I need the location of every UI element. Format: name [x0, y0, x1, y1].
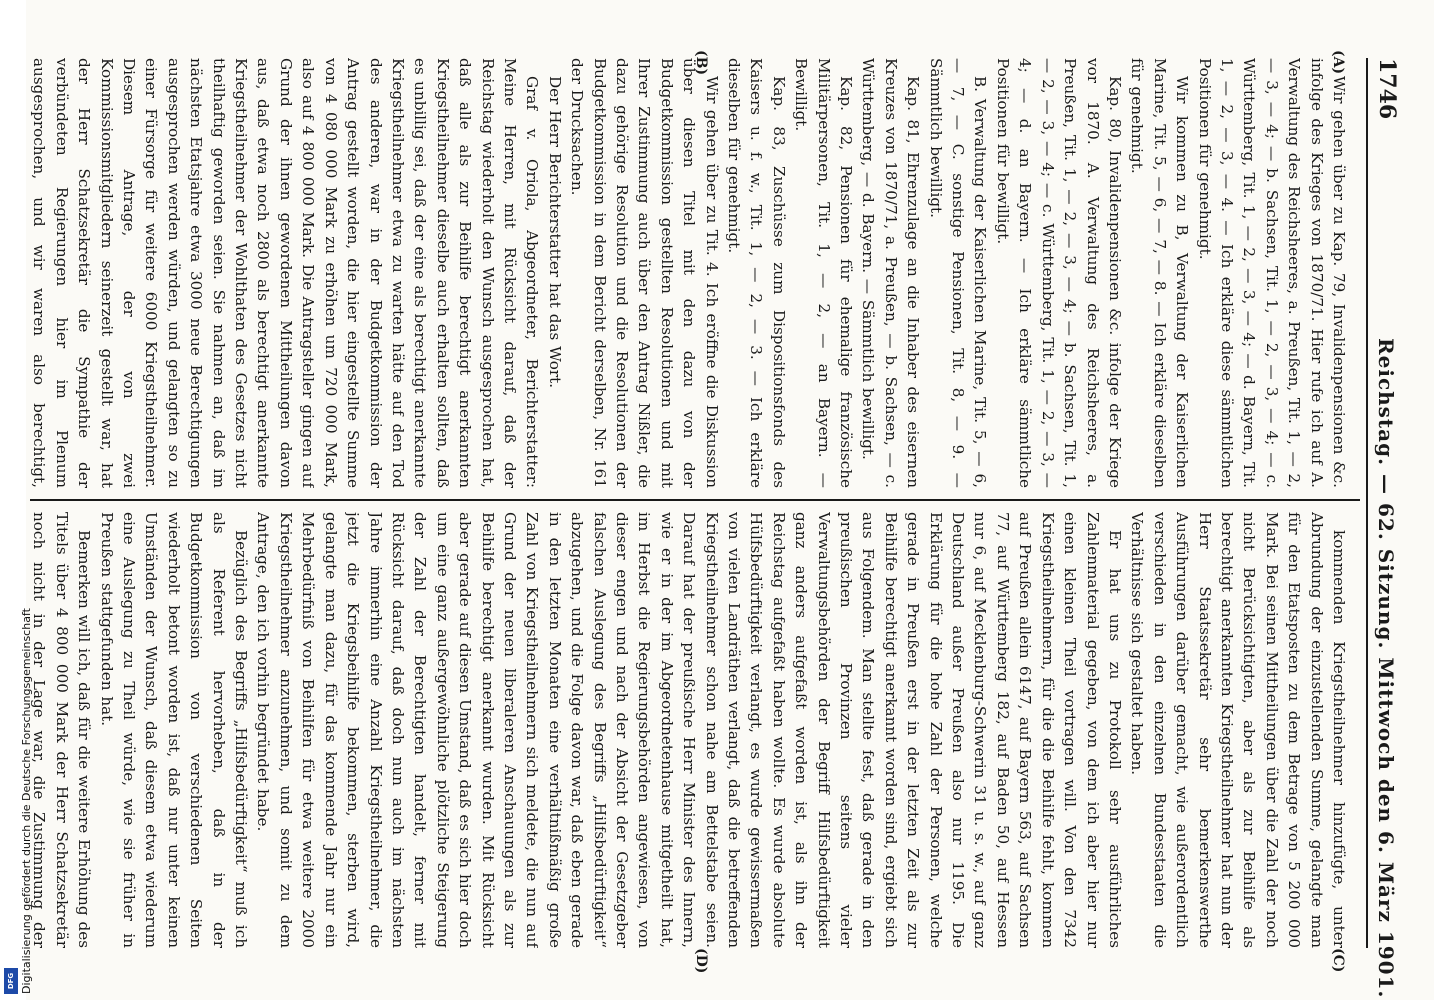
running-head: Reichstag. — 62. Sitzung. Mittwoch den 6. März 1901.	[1374, 338, 1398, 999]
paragraph: kommenden Kriegstheilnehmer hinzufügte, unter Abrundung der einzustellenden Summe, gelangte man für den Etatsposten zu dem Betrage von 5 200 000 Mark. Bei seinen Mittheilungen über die Zahl der noch nicht Berücksichtigten, aber als zur Beihilfe als berechtigt anerkannten Kriegstheilnehmer hat nun der Herr Staatssekretär sehr bemerkenswerthe Ausführungen darüber gemacht, wie außerordentlich verschieden in den einzelnen Bundesstaaten die Verhältnisse sich gestaltet haben.	[1128, 512, 1348, 948]
dfg-logo-text: DFG	[7, 972, 15, 990]
paragraph: Der Herr Berichterstatter hat das Wort.	[545, 76, 564, 389]
paragraph: Wir gehen über zu Kap. 79, Invalidenpensionen &c. infolge des Krieges von 1870/71. Hier rufe ich auf A. Verwaltung des Reichsheeres, a. Preußen, Tit. 1, — 2, — 3, — 4; — b. Sachsen, Tit. 1, — 2, — 3, — 4; — c. Württemberg, Tit. 1, — 2, — 3, — 4; — d. Bayern, Tit. 1, — 2, — 3, — 4. — Ich erkläre diese sämmtlichen Positionen für genehmigt.	[1195, 58, 1348, 488]
paragraph: Er hat uns zu Protokoll sehr ausführliches Zahlenmaterial gegeben, von dem ich aber hier nur einen kleinen Theil vortragen will. Von den 7342 Kriegstheilnehmern, für die die Beihilfe fehlt, kommen auf Preußen allein 6147, auf Bayern 563, auf Sachsen 77, auf Württemberg 182, auf Baden 50, auf Hessen nur 6, auf Mecklenburg-Schwerin 31 u. s. w., auf ganz Deutschland außer Preußen also nur 1195. Die Erklärung für die hohe Zahl der Personen, welche gerade in Preußen erst in der letzten Zeit als zur Beihilfe berechtigt anerkannt worden sind, ergiebt sich aus Folgendem. Man stellte fest, daß gerade in den preußischen Provinzen seitens vieler Verwaltungsbehörden der Begriff Hilfsbedürftigkeit ganz anders aufgefaßt worden ist, als ihn der Reichstag aufgefaßt haben wollte. Es wurde absolute Hülfsbedürftigkeit verlangt, es wurde gewissermaßen von vielen Landräthen verlangt, daß die betreffenden Kriegstheilnehmer schon nahe am Bettelstabe seien. Darauf hat der preußische Herr Minister des Innern, wie er in der im Abgeordnetenhause mitgetheilt hat, im Herbst die Regierungsbehörden angewiesen, von dieser engen und nach der Absicht der Gesetzgeber falschen Auslegung des Begriffs „Hilfsbedürftigkeit“ abzugehen, und die Folge davon war, daß eben gerade in den letzten Monaten eine verhältnißmäßig große Zahl von Kriegstheilnehmern sich meldete, die nun auf Grund der neuen liberaleren Anschauungen als zur Beihilfe berechtigt anerkannt wurden. Mit Rücksicht aber gerade auf diesen Umstand, daß es sich hier doch um eine ganz außergewöhnliche plötzliche Steigerung der Zahl der Berechtigten handelt, ferner mit Rücksicht darauf, daß doch nun auch im nächsten Jahre immerhin eine Anzahl Kriegstheilnehmer, die jetzt die Kriegsbeihilfe bekommen, sterben wird, gelangte man dazu, für das kommende Jahr nur ein Mehrbedürfniß von Beihilfen für etwa weitere 2000 Kriegstheilnehmer anzunehmen, und somit zu dem Antrage, den ich vorhin begründet habe.	[254, 512, 1124, 948]
right-column	[30, 512, 1350, 948]
paragraph: Wir gehen über zu Tit. 4. Ich eröffne die Diskussion über diesen Titel mit den dazu von der Budgetkommission gestellten Resolutionen und mit Ihrer Zustimmung auch über den Antrag Nißler, die dazu gehörige Resolution und die Resolutionen der Budgetkommission in dem Bericht derselben, Nr. 161 der Drucksachen.	[568, 58, 721, 488]
page-header	[1366, 58, 1404, 999]
paragraph: Bezüglich des Begriffs „Hilfsbedürftigkeit“ muß ich als Referent hervorheben, daß in der Budgetkommission von verschiedenen Seiten wiederholt betont worden ist, daß nur unter keinen Umständen der Wunsch, daß diesem etwa wiederum eine Auslegung zu Theil würde, wie sie früher in Preußen stattgefunden hat.	[97, 512, 251, 948]
margin-mark-c: (C)	[1330, 948, 1346, 973]
paragraph: Graf v. Oriola, Abgeordneter, Berichterstatter: Meine Herren, mit Rücksicht darauf, daß der Reichstag wiederholt den Wunsch ausgesprochen hat, daß alle als zur Beihilfe berechtigt anerkannten Kriegstheilnehmer dieselbe auch erhalten sollten, daß es unbillig sei, daß der eine als berechtigt anerkannte Kriegstheilnehmer etwa zu warten hätte auf den Tod des anderen, war in der Budgetkommission der Antrag gestellt worden, die hier eingestellte Summe von 4 080 000 Mark zu erhöhen um 720 000 Mark, also auf 4 800 000 Mark. Die Antragsteller gingen auf Grund der ihnen gewordenen Mittheilungen davon aus, daß etwa noch 2800 als berechtigt anerkannte Kriegstheilnehmer der Wohlthaten des Gesetzes nicht theilhaftig geworden seien. Sie nahmen an, daß im nächsten Etatsjahre etwa 3000 neue Berechtigungen ausgesprochen werden würden, und gelangten so zu einer Fürsorge für weitere 6000 Kriegstheilnehmer. Diesem Antrage, der von zwei Kommissionsmitgliedern seinerzeit gestellt war, hat der Herr Schatzsekretär die Sympathie der verbündeten Regierungen hier im Plenum ausgesprochen, und wir waren also berechtigt,	[30, 58, 542, 488]
margin-mark-a: (A)	[1330, 50, 1346, 75]
paragraph: Kap. 83, Zuschüsse zum Dispositionsfonds des Kaisers u. f. w., Tit. 1, — 2, — 3. — Ich erkläre dieselben für genehmigt.	[725, 58, 788, 488]
digitization-strip	[0, 0, 33, 1000]
paragraph: B. Verwaltung der Kaiserlichen Marine, Tit. 5, — 6, — 7, — C. sonstige Pensionen, Tit. 8, — 9. — Sämmtlich bewilligt.	[926, 58, 990, 488]
column-divider	[30, 499, 1360, 501]
page-number: 1746	[1374, 58, 1400, 120]
digitization-note: Digitalisierung gefördert durch die Deutsche Forschungsgemeinschaft	[20, 608, 33, 994]
paragraph: Kap. 82, Pensionen für ehemalige französische Militärpersonen, Tit. 1, — 2, — an Bayern. — Bewilligt.	[792, 58, 856, 488]
paragraph: Kap. 81, Ehrenzulage an die Inhaber des eisernen Kreuzes von 1870/71, a. Preußen, — b. Sachsen, — c. Württemberg, — d. Bayern. — Sämmtlich bewilligt.	[859, 58, 923, 488]
dfg-logo	[4, 968, 18, 994]
left-column	[30, 58, 1350, 488]
paragraph: Kap. 80, Invalidenpensionen &c. infolge der Kriege vor 1870. A. Verwaltung des Reichsheeres, a. Preußen, Tit. 1, — 2, — 3, — 4; — b. Sachsen, Tit. 1, — 2, — 3, — 4; — c. Württemberg, Tit. 1, — 2, — 3, — 4; — d. an Bayern. — Ich erkläre sämmtliche Positionen für bewilligt.	[993, 58, 1124, 488]
paragraph: Wir kommen zu B, Verwaltung der Kaiserlichen Marine, Tit. 5, — 6, — 7, — 8. — Ich erkläre dieselben für genehmigt.	[1128, 58, 1192, 488]
margin-mark-d: (D)	[693, 948, 709, 974]
paragraph: Bemerken will ich, daß für die weitere Erhöhung des Titels über 4 800 000 Mark der Herr Schatzsekretär noch nicht in der Lage war, die Zustimmung der	[30, 512, 94, 948]
margin-mark-b: (B)	[693, 50, 709, 76]
